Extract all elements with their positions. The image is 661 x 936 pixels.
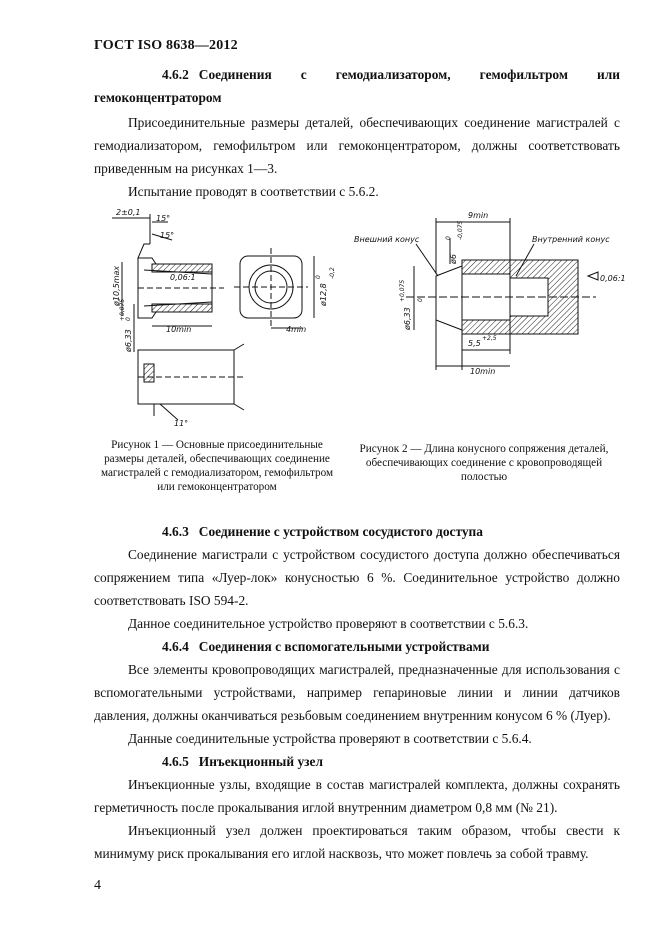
- fig2-label-dia6-tol2: -0,075: [457, 220, 464, 240]
- fig2-label-inner-cone: Внутренний конус: [532, 235, 610, 244]
- fig2-label-dia6: ø6: [449, 254, 458, 264]
- section-4-6-2-heading: [94, 63, 620, 109]
- fig1-label-dia-inner-tol: +0,075: [119, 298, 126, 321]
- section-4-6-4-para2: Данные соединительные устройства проверяют в соответствии с 5.6.4.: [128, 731, 532, 746]
- fig2-label-taper: 0,06:1: [600, 274, 626, 283]
- figure1-drawing: [94, 204, 344, 430]
- fig2-label-len55-tol: +2,5: [482, 335, 497, 342]
- section-title: Соединения с вспомогательными устройствами: [198, 639, 490, 654]
- section-4-6-2-para2: Испытание проводят в соответствии с 5.6.2.: [128, 184, 379, 199]
- fig2-label-dia633-tol2: 0: [417, 298, 424, 302]
- fig2-label-dia633-tol: +0,075: [399, 279, 406, 302]
- section-4-6-5-para1: Инъекционные узлы, входящие в состав магистралей комплекта, должны сохранять герметичность после прокалывания иглой внутренним диаметром 0,8 мм (№ 21).: [94, 777, 620, 815]
- figure2-caption: Рисунок 2 — Длина конусного сопряжения деталей, обеспечивающих соединение с кровопроводящей полостью: [359, 443, 609, 483]
- section-title: Соединения с гемодиализатором, гемофильтром или гемоконцентратором: [94, 67, 620, 105]
- page-header: ГОСТ ISO 8638—2012: [94, 38, 238, 53]
- page-number: 4: [94, 878, 101, 893]
- section-4-6-3-heading: [94, 520, 620, 543]
- fig2-label-len10: 10min: [470, 367, 496, 376]
- fig1-label-dia-inner: ø6,33: [124, 329, 133, 352]
- section-number: 4.6.3: [162, 524, 189, 539]
- section-4-6-4-para1: Все элементы кровопроводящих магистралей, предназначенные для использования с вспомогательными устройствами, например гепариновые линии и линии датчиков давления, должны оканчиваться резьбовым соединением внутренним конусом 6 % (Луер).: [94, 662, 620, 723]
- section-title: Инъекционный узел: [198, 754, 323, 769]
- fig1-label-dia-ring: ø12,8: [319, 283, 328, 306]
- fig1-label-taper: 0,06:1: [170, 273, 196, 282]
- fig1-label-dia-outer: ø10,5max: [112, 265, 121, 306]
- fig1-label-len10: 10min: [166, 325, 192, 334]
- section-title: Соединение с устройством сосудистого доступа: [198, 524, 483, 539]
- fig2-label-outer-cone: Внешний конус: [354, 235, 420, 244]
- section-number: 4.6.5: [162, 754, 189, 769]
- fig1-label-angle2: 15°: [160, 231, 175, 240]
- section-4-6-5-para2: Инъекционный узел должен проектироваться таким образом, чтобы свести к минимуму риск прокалывания его иглой насквозь, что может повлечь за собой травму.: [94, 823, 620, 861]
- section-number: 4.6.2: [162, 67, 189, 82]
- fig2-label-dia633: ø6,33: [403, 307, 412, 330]
- fig2-label-len55: 5,5: [468, 339, 481, 348]
- figure1-caption: Рисунок 1 — Основные присоединительные размеры деталей, обеспечивающих соединение магистралей с гемодиализатором, гемофильтром или гемоконцентратором: [100, 439, 334, 493]
- section-4-6-5-heading: [94, 750, 620, 773]
- section-4-6-3-para2: Данное соединительное устройство проверяют в соответствии с 5.6.3.: [128, 616, 529, 631]
- fig2-label-dia6-tol: 0: [445, 236, 452, 240]
- fig1-label-dia-ring-tol: 0: [315, 275, 322, 279]
- fig1-label-angle3: 11°: [174, 419, 189, 428]
- fig1-label-angle1: 15°: [156, 214, 171, 223]
- section-4-6-2-para1: Присоединительные размеры деталей, обеспечивающих соединение магистралей с гемодиализатором, гемофильтром или гемоконцентратором, должны соответствовать приведенным на рисунках 1—3.: [94, 115, 620, 176]
- fig1-label-len4: 4min: [286, 325, 307, 334]
- figure2-drawing: [346, 204, 636, 380]
- fig2-label-len9: 9min: [468, 211, 489, 220]
- section-4-6-4-heading: [94, 635, 620, 658]
- fig1-label-dim-top: 2±0,1: [116, 208, 141, 217]
- fig1-label-dia-ring-tol2: -0,2: [329, 267, 336, 279]
- section-4-6-3-para1: Соединение магистрали с устройством сосудистого доступа должно обеспечиваться сопряжением типа «Луер-лок» конусностью 6 %. Соединительное устройство должно соответствовать ISO 594-2.: [94, 547, 620, 608]
- section-number: 4.6.4: [162, 639, 189, 654]
- fig1-label-dia-inner-tol2: 0: [125, 317, 132, 321]
